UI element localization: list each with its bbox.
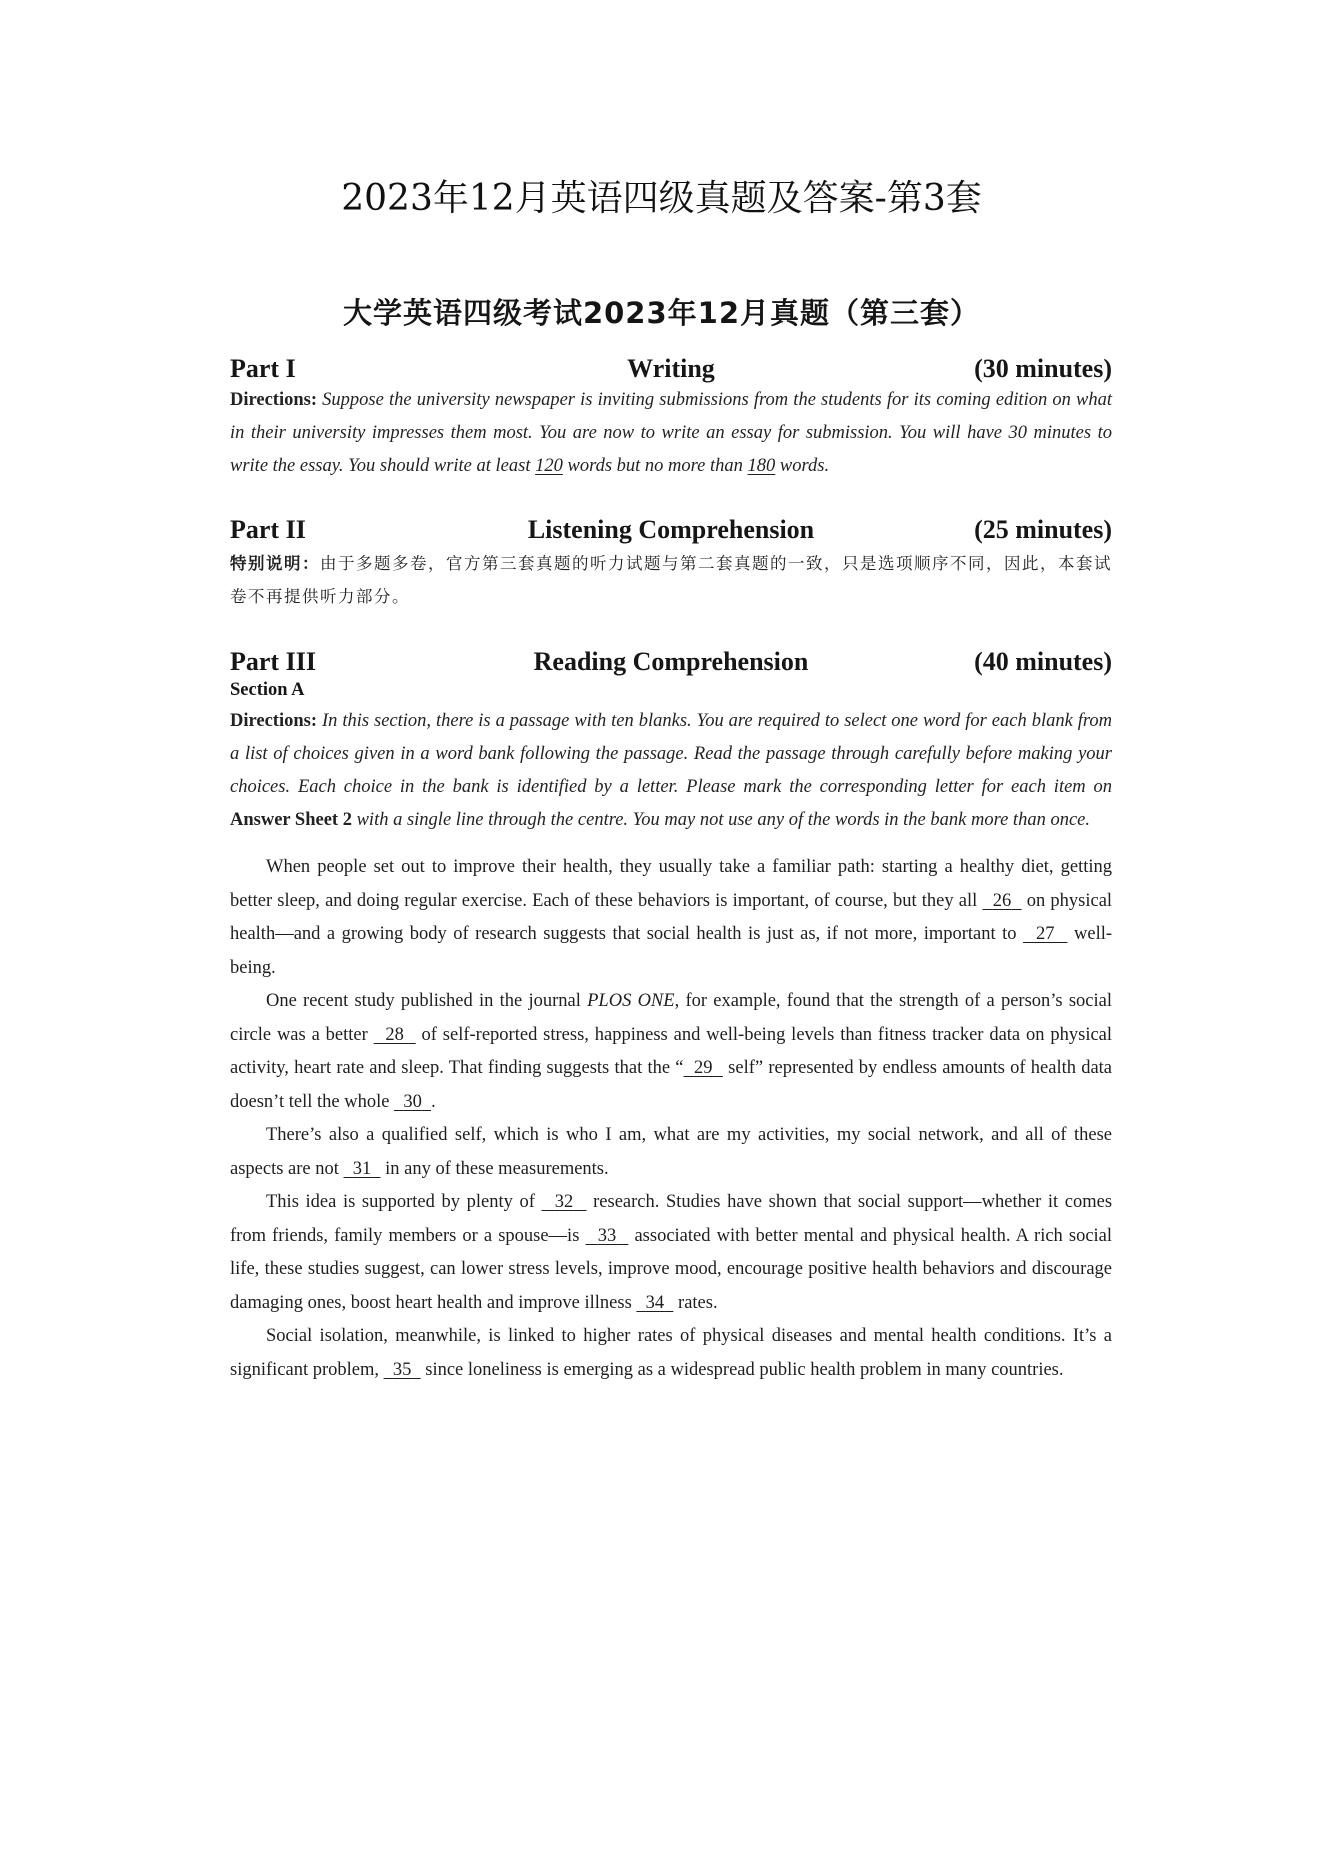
answer-sheet-label: Answer Sheet 2 [230, 810, 352, 830]
exam-title: 大学英语四级考试2023年12月真题（第三套） [342, 296, 981, 330]
part1-heading [230, 354, 1112, 390]
passage-paragraph [230, 1186, 1112, 1320]
note-text: 由于多题多卷，官方第三套真题的听力试题与第二套真题的一致，只是选项顺序不同，因此，本套试卷不再提供听力部分。 [230, 554, 1112, 606]
part1-directions-text-c: words. [779, 456, 830, 476]
passage-text: since loneliness is emerging as a widespread public health problem in many countries. [425, 1359, 1064, 1380]
passage-text: of self-reported stress, happiness and well-being levels than fitness tracker data on physical activity, heart rate and sleep. That finding suggests that the “ [230, 1024, 1113, 1078]
part3-directions [230, 705, 1112, 837]
blank-28: 28 [385, 1024, 404, 1045]
passage-paragraph [230, 985, 1112, 1119]
part3-heading [230, 647, 1112, 683]
section-a-label: Section A [230, 680, 305, 700]
part3-number: Part III [230, 647, 316, 676]
passage-text: . [431, 1091, 436, 1112]
part1-name: Writing [627, 354, 715, 383]
passage-text: associated with better mental and physical health. A rich social life, these studies suggest, can lower stress levels, improve mood, encourage positive health behaviors and discourage damaging ones, boost heart health and improve illness [230, 1225, 1113, 1313]
passage-text: on physical health—and a growing body of research suggests that social health is just as, if not more, important to [230, 890, 1113, 944]
min-words: 120 [535, 456, 563, 476]
blank-32: 32 [554, 1192, 574, 1212]
part1-time: (30 minutes) [974, 354, 1112, 383]
part1-directions-text-a: Suppose the university newspaper is inviting submissions from the students for its coming edition on what in their university impresses them most. You are now to write an essay for submission. You will have 30 minutes to write the essay. You should write at least [230, 390, 1112, 476]
passage-paragraph [230, 1320, 1112, 1387]
part1-number: Part I [230, 354, 296, 383]
passage-paragraph [230, 1119, 1112, 1186]
part1-directions [230, 384, 1112, 483]
passage-text: This idea is supported by plenty of [266, 1192, 535, 1212]
blank-31: 31 [352, 1158, 372, 1179]
blank-35: 35 [392, 1359, 412, 1380]
passage-text: One recent study published in the journal [266, 991, 581, 1011]
passage [230, 851, 1112, 1387]
part2-note [230, 547, 1112, 613]
part2-time: (25 minutes) [974, 515, 1112, 544]
document-body [230, 354, 1112, 1387]
passage-text: There’s also a qualified self, which is who I am, what are my activities, my social network, and all of these aspects are not [230, 1125, 1112, 1179]
passage-text: rates. [678, 1292, 718, 1313]
blank-27: 27 [1036, 924, 1055, 944]
blank-34: 34 [645, 1292, 665, 1313]
part3-directions-text-a: In this section, there is a passage with ten blanks. You are required to select one word for each blank from a list of choices given in a word bank following the passage. Read the passage through carefully before making your choices. Each choice in the bank is identified by a letter. Please mark the corresponding letter for each item on [230, 711, 1113, 797]
blank-26: 26 [992, 890, 1012, 911]
page-title: 2023年12月英语四级真题及答案-第3套 [341, 178, 982, 219]
passage-text: When people set out to improve their health, they usually take a familiar path: starting a healthy diet, getting better sleep, and doing regular exercise. Each of these behaviors is important, of course, but they all [230, 857, 1112, 911]
part1-directions-text-b: words but no more than [567, 456, 743, 476]
part2-name: Listening Comprehension [527, 515, 815, 544]
passage-text: , for example, found that the strength of a person’s social circle was a better [230, 991, 1113, 1045]
part2-number: Part II [230, 515, 306, 544]
directions-label: Directions: [230, 390, 317, 410]
journal-name: PLOS ONE [587, 991, 675, 1011]
blank-29: 29 [693, 1058, 713, 1078]
passage-text: self” represented by endless amounts of health data doesn’t tell the whole [230, 1058, 1113, 1112]
blank-33: 33 [597, 1225, 617, 1246]
passage-text: well-being. [230, 924, 1113, 978]
passage-text: research. Studies have shown that social support—whether it comes from friends, family members or a spouse—is [230, 1192, 1113, 1246]
blank-30: 30 [403, 1091, 422, 1112]
directions-label: Directions: [230, 711, 317, 731]
passage-text: in any of these measurements. [385, 1158, 609, 1179]
part3-name: Reading Comprehension [533, 647, 809, 676]
passage-text: Social isolation, meanwhile, is linked to higher rates of physical diseases and mental health conditions. It’s a significant problem, [230, 1326, 1112, 1380]
part3-directions-text-b: with a single line through the centre. You may not use any of the words in the bank more than once. [356, 810, 1090, 830]
max-words: 180 [747, 456, 776, 476]
part3-time: (40 minutes) [974, 647, 1112, 676]
part2-heading [230, 515, 1112, 551]
passage-paragraph [230, 851, 1112, 985]
note-label: 特别说明： [230, 554, 320, 573]
